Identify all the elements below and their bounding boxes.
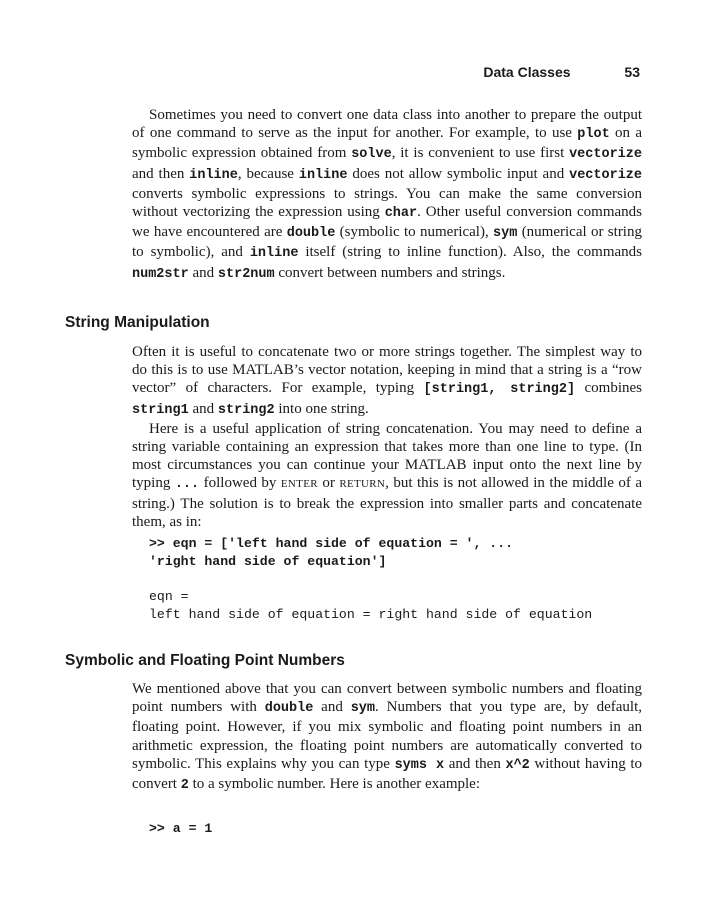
code-inline: inline xyxy=(249,246,299,262)
intro-paragraph: Sometimes you need to convert one data class into another to prepare the output of one command to serve as the input for another. For example, to use plot on a symbolic expression obtained from solve, it is convenient to use first vectorize and then inline, because inline does not allow symbolic input and vectorize converts symbolic expressions to strings. You can make the same conversion without vectorizing the expression using char. Other useful conversion commands we have encountered are double (symbolic to numerical), sym (numerical or string to symbolic), and inline itself (string to inline function). Also, the commands num2str and str2num convert between numbers and strings. xyxy=(132,107,643,282)
code-double: double xyxy=(286,226,336,242)
section-heading-symbolic-floating: Symbolic and Floating Point Numbers xyxy=(65,652,345,669)
code-string2: string2 xyxy=(217,402,275,418)
code-line: 'right hand side of equation'] xyxy=(149,554,387,569)
key-enter: ENTER xyxy=(280,478,318,491)
code-double: double xyxy=(264,701,314,717)
code-line: >> a = 1 xyxy=(149,821,213,836)
section-heading-string-manipulation: String Manipulation xyxy=(65,314,210,331)
code-x-squared: x^2 xyxy=(505,757,530,773)
code-plot: plot xyxy=(577,127,610,143)
code-sym: sym xyxy=(350,701,376,717)
page-number: 53 xyxy=(624,64,640,80)
code-line: >> eqn = ['left hand side of equation = ', ... xyxy=(149,536,514,551)
running-header xyxy=(483,64,640,80)
code-syms-x: syms x xyxy=(394,757,445,773)
code-block-eqn xyxy=(149,535,513,571)
code-block-a xyxy=(149,820,212,838)
code-vectorize: vectorize xyxy=(569,147,642,163)
code-string1: string1 xyxy=(132,402,189,418)
symbolic-floating-paragraph: We mentioned above that you can convert between symbolic numbers and floating point numbers with double and sym. Numbers that you type are, by default, floating point. However, if you mix symbolic and floating point numbers in an arithmetic expression, the floating point numbers are automatically converted to symbolic. This explains why you can type syms x and then x^2 without having to convert 2 to a symbolic number. Here is another example: xyxy=(132,681,643,794)
code-sym: sym xyxy=(493,226,518,242)
output-line: eqn = xyxy=(149,589,189,604)
key-return: RETURN xyxy=(339,478,386,491)
code-two: 2 xyxy=(180,778,189,794)
code-solve: solve xyxy=(351,147,392,163)
code-num2str: num2str xyxy=(132,266,189,282)
string-manipulation-paragraphs: Often it is useful to concatenate two or more strings together. The simplest way to do this is to use MATLAB’s vector notation, keeping in mind that a string is a “row vector” of characters. For example, typing [string1, string2] combines string1 and string2 into one string. Here is a useful application of string concatenation. You may need to define a string variable containing an expression that takes more than one line to type. (In most circumstances you can continue your MATLAB input onto the next line by typing ... followed by ENTER or RETURN, but this is not allowed in the middle of a string.) The solution is to break the expression into smaller parts and concatenate them, as in: xyxy=(132,344,642,530)
output-block-eqn xyxy=(149,588,592,624)
code-concat: [string1, string2] xyxy=(423,382,576,398)
chapter-title: Data Classes xyxy=(483,64,571,80)
code-vectorize: vectorize xyxy=(569,167,643,183)
code-char: char xyxy=(384,206,418,222)
code-ellipsis: ... xyxy=(174,477,200,493)
output-line: left hand side of equation = right hand side of equation xyxy=(149,607,593,622)
code-str2num: str2num xyxy=(217,266,275,282)
code-inline: inline xyxy=(189,167,238,183)
code-inline: inline xyxy=(298,167,348,183)
